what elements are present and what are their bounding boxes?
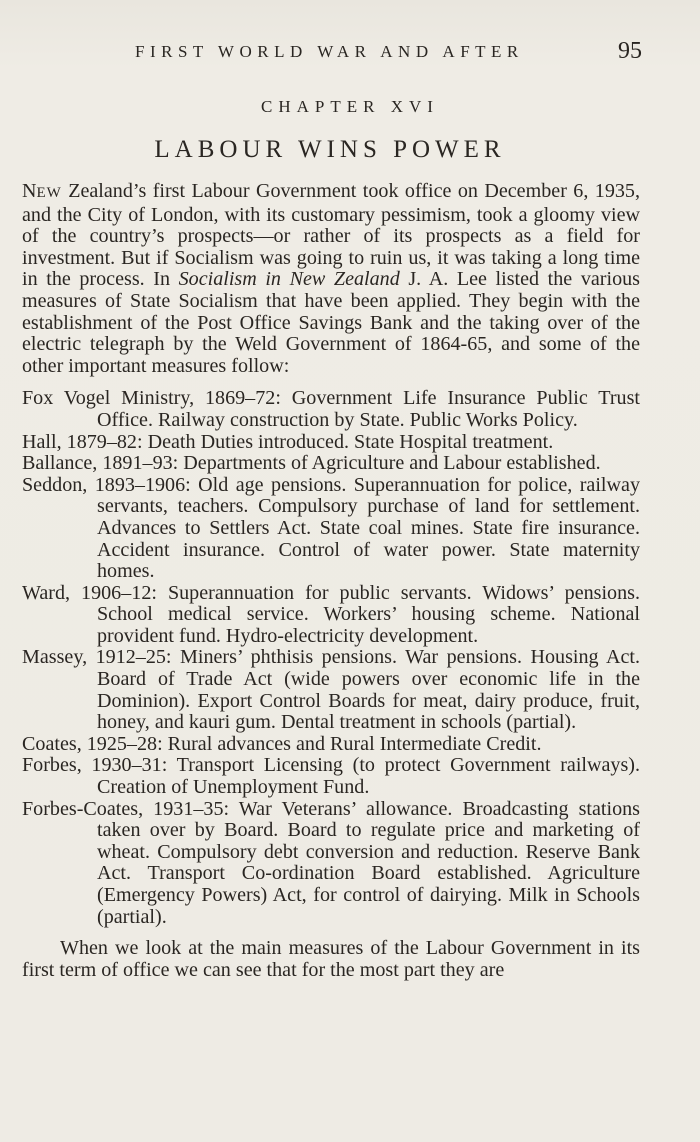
list-item: Massey, 1912–25: Miners’ phthisis pensions. War pensions. Housing Act. Board of Trade Act (wide powers over economic life in the Dominion). Export Control Boards for meat, dairy produce, fruit, honey, and kauri gum. Dental treatment in schools (partial).: [22, 646, 640, 734]
list-item: Fox Vogel Ministry, 1869–72: Government Life Insurance Public Trust Office. Railway construction by State. Public Works Policy.: [22, 387, 640, 431]
chapter-label: CHAPTER XVI: [261, 97, 439, 116]
list-item: Coates, 1925–28: Rural advances and Rural Intermediate Credit.: [22, 732, 542, 755]
page-number: 95: [618, 38, 642, 64]
body-text: [22, 181, 640, 981]
small-caps: EW: [36, 185, 62, 201]
list-item: Forbes-Coates, 1931–35: War Veterans’ allowance. Broadcasting stations taken over by Board. Board to regulate price and marketing of wheat. Compulsory debt conversion and reduction. Reserve Bank Act. Transport Co-ordination Board established. Agriculture (Emergency Powers) Act, for control of dairying. Milk in Schools (partial).: [22, 797, 640, 928]
list-item: Hall, 1879–82: Death Duties introduced. State Hospital treatment.: [22, 430, 554, 453]
list-item: Ward, 1906–12: Superannuation for public servants. Widows’ pensions. School medical service. Workers’ housing scheme. National provident fund. Hydro-electricity development.: [22, 581, 640, 647]
page-header: [0, 38, 700, 68]
intro-text-2: J. A. Lee listed the various measures of State Socialism that have been applied. They begin with the establishment of the Post Office Savings Bank and the taking over of the electric telegraph by the Weld Government of 1864-65, and some of the other important measures follow:: [22, 268, 640, 377]
list-item: Seddon, 1893–1906: Old age pensions. Superannuation for police, railway servants, teachers. Compulsory purchase of land for settlement. Advances to Settlers Act. State coal mines. State fire insurance. Accident insurance. Control of water power. State maternity homes.: [22, 473, 640, 583]
list-item: Ballance, 1891–93: Departments of Agriculture and Labour established.: [22, 452, 601, 475]
intro-paragraph: [22, 181, 640, 377]
book-title: Socialism in New Zealand: [178, 268, 400, 291]
drop-cap: N: [22, 180, 37, 202]
closing-paragraph: When we look at the main measures of the Labour Government in its first term of office we can see that for the most part they are: [22, 937, 640, 981]
list-item: Forbes, 1930–31: Transport Licensing (to protect Government railways). Creation of Unemployment Fund.: [22, 754, 640, 799]
running-head: FIRST WORLD WAR AND AFTER: [135, 42, 524, 61]
intro-text-1: Zealand’s first Labour Government took office on December 6, 1935, and the City of London, with its customary pessimism, took a gloomy view of the country’s prospects—or rather of its prospects as a field for investment. But if Socialism was going to ruin us, it was taking a long time in the process. In: [22, 180, 640, 291]
chapter-title: LABOUR WINS POWER: [154, 136, 506, 163]
measures-list: [22, 388, 640, 928]
